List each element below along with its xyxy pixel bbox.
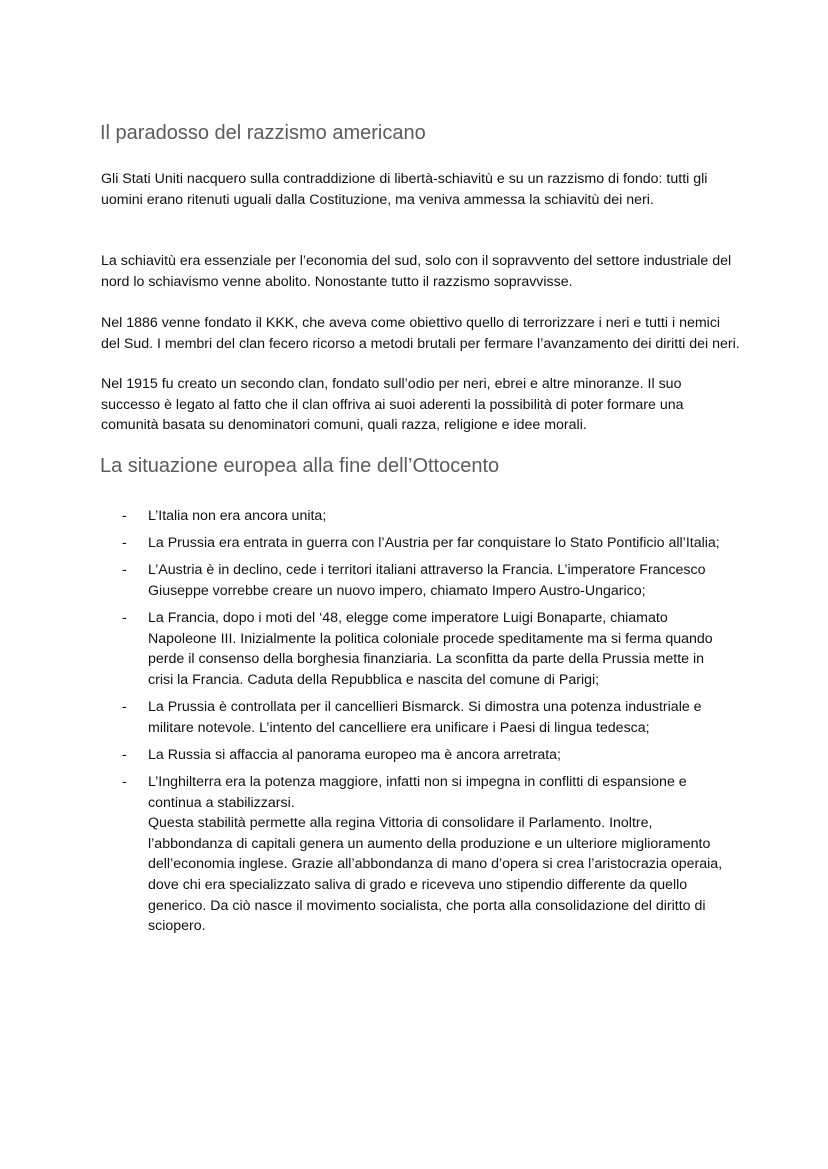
bullet-dash: - (122, 746, 127, 763)
list-item-prussia-guerra (0, 533, 730, 554)
list-item-inghilterra (0, 772, 730, 937)
list-item-italia (0, 506, 730, 527)
paragraph-contraddizione: Gli Stati Uniti nacquero sulla contraddizione di libertà-schiavitù e su un razzismo di fondo: tutti gli uomini erano ritenuti uguali dalla Costituzione, ma veniva ammessa la schiavitù dei neri. (101, 171, 708, 208)
bullet-dash: - (122, 774, 127, 791)
paragraph-kkk: Nel 1886 venne fondato il KKK, che aveva come obiettivo quello di terrorizzare i neri e tutti i nemici del Sud. I membri del clan fecero ricorso a metodi brutali per fermare l’avanzamento dei diritti dei neri. (101, 315, 740, 352)
list-item-text: L’Austria è in declino, cede i territori italiani attraverso la Francia. L’imperatore Francesco Giuseppe vorrebbe creare un nuovo impero, chiamato Impero Austro-Ungarico; (148, 562, 706, 599)
list-item-text: La Prussia è controllata per il cancellieri Bismarck. Si dimostra una potenza industriale e militare notevole. L’intento del cancelliere era unificare i Paesi di lingua tedesca; (148, 699, 702, 736)
list-item-russia (0, 745, 730, 766)
bullet-dash: - (122, 699, 127, 716)
bullet-dash: - (122, 508, 127, 524)
list-item-text: La Russia si affaccia al panorama europeo ma è ancora arretrata; (148, 746, 561, 763)
bullet-dash: - (122, 610, 127, 627)
section-title-situazione-europea: La situazione europea alla fine dell’Ottocento (100, 455, 500, 477)
list-item-text: La Francia, dopo i moti del ‘48, elegge come imperatore Luigi Bonaparte, chiamato Napoleone III. Inizialmente la politica coloniale procede speditamente ma si ferma quando perde il consenso della borghesia finanziaria. La sconfitta da parte della Prussia mette in crisi la Francia. Caduta della Repubblica e nascita del comune di Parigi; (148, 610, 713, 688)
paragraph-schiavitu-sud: La schiavitù era essenziale per l’economia del sud, solo con il sopravvento del settore industriale del nord lo schiavismo venne abolito. Nonostante tutto il razzismo sopravvisse. (101, 253, 732, 290)
list-item-continuation: Questa stabilità permette alla regina Vittoria di consolidare il Parlamento. Inoltre, l’abbondanza di capitali genera un aumento della produzione e un ulteriore miglioramento dell’economia inglese. Grazie all’abbondanza di mano d’opera si crea l’aristocrazia operaia, dove chi era specializzato saliva di grado e riceveva uno stipendio differente da quello generico. Da ciò nasce il movimento socialista, che porta alla consolidazione del diritto di sciopero. (148, 815, 723, 935)
list-item-prussia-bismarck (0, 697, 730, 738)
bullet-dash: - (122, 535, 127, 552)
paragraph-secondo-clan: Nel 1915 fu creato un secondo clan, fondato sull’odio per neri, ebrei e altre minoranze. Il suo successo è legato al fatto che il clan offriva ai suoi aderenti la possibilità di poter formare una comunità basata su denominatori comuni, quali razza, religione e idee morali. (101, 376, 684, 434)
europe-bullet-list (0, 506, 828, 943)
list-item-austria (0, 560, 730, 601)
bullet-dash: - (122, 562, 127, 579)
list-item-text: L’Italia non era ancora unita; (148, 508, 327, 524)
section-title-razzismo: Il paradosso del razzismo americano (100, 122, 426, 144)
list-item-francia (0, 608, 730, 690)
list-item-text: La Prussia era entrata in guerra con l’Austria per far conquistare lo Stato Pontificio all’Italia; (148, 535, 720, 552)
list-item-text: L’Inghilterra era la potenza maggiore, infatti non si impegna in conflitti di espansione e continua a stabilizzarsi. (148, 774, 687, 811)
